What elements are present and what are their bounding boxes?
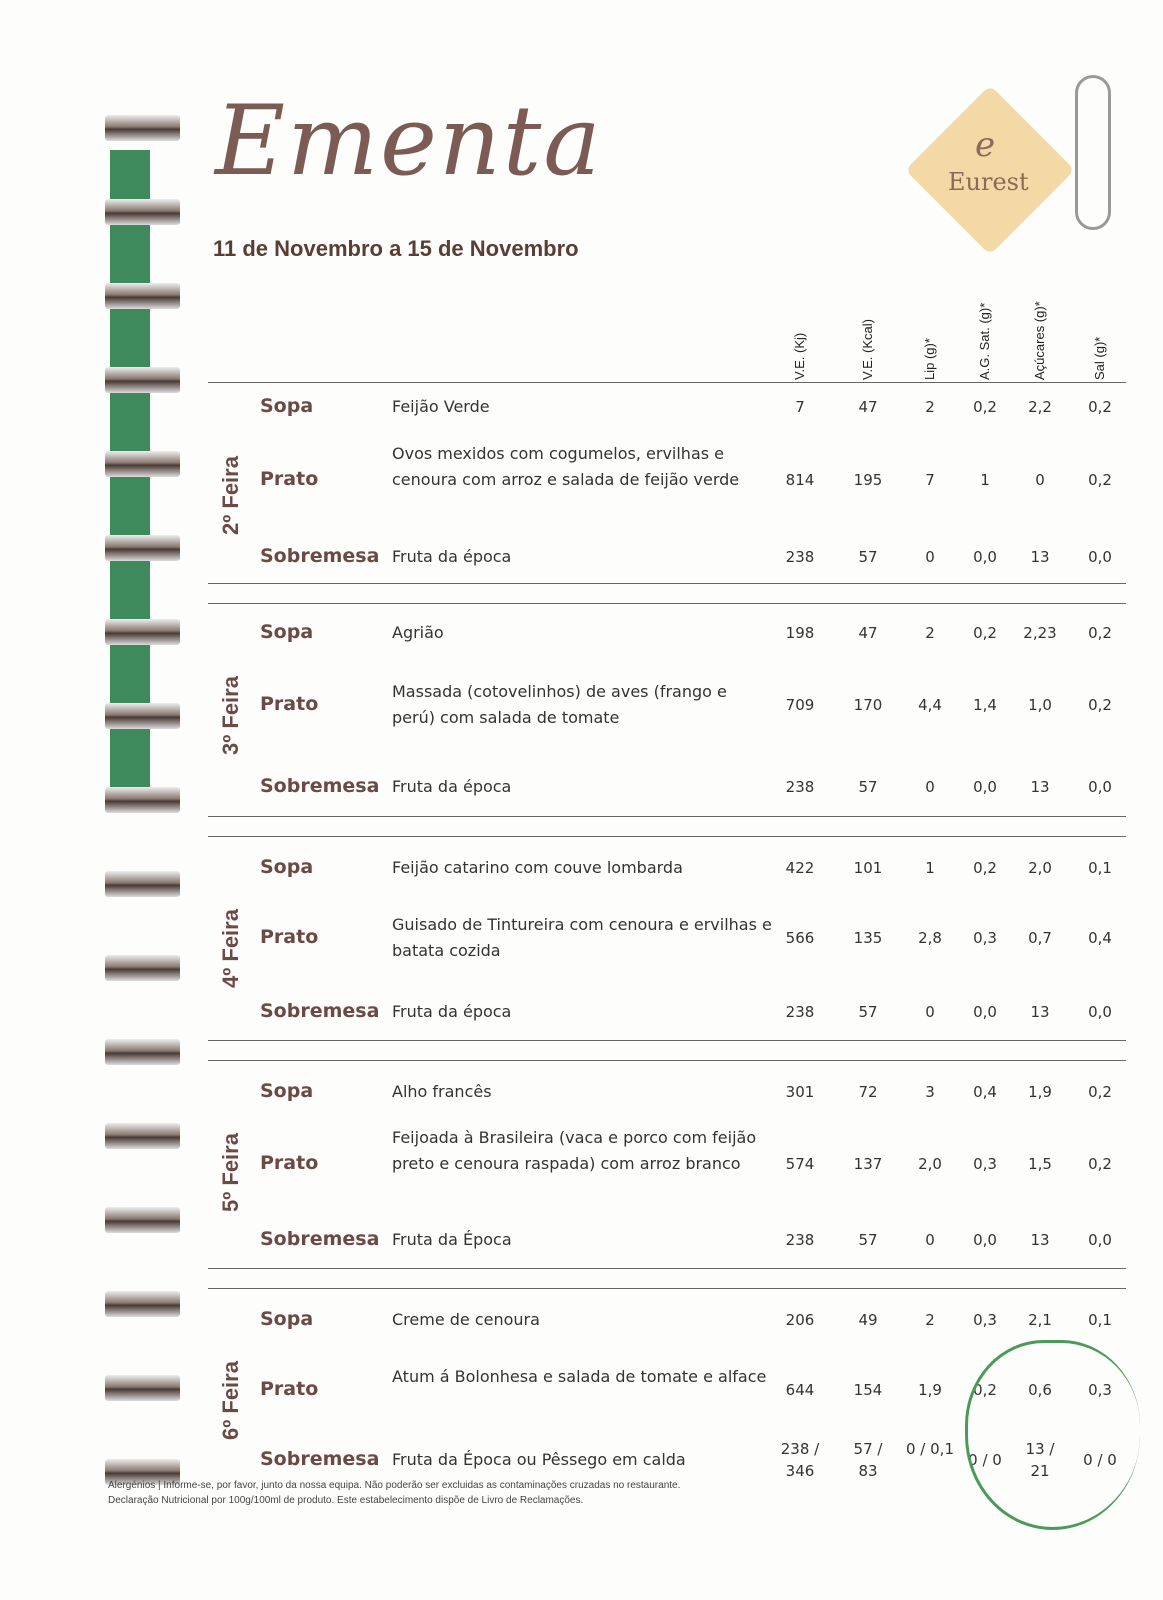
nutrition-value: 301 [785,1083,815,1101]
spiral-ring [105,871,180,897]
nutrition-value: 47 [858,398,878,416]
nutrition-value: 0,2 [1088,624,1112,642]
dish-name: Atum á Bolonhesa e salada de tomate e alface [392,1367,767,1386]
spiral-ring [105,787,180,813]
day-label: 4º Feira [218,909,243,988]
nutrition-value: 0,7 [1028,929,1052,947]
nutrition-value: 0,0 [973,778,997,796]
nutrition-value: 0 [925,1003,935,1021]
nutrition-value: 0,2 [1088,1155,1112,1173]
nutrition-value: 135 [853,929,883,947]
nutrition-value: 57 / 83 [853,1440,883,1480]
nutrition-value: 0,6 [1028,1381,1052,1399]
nutrition-value: 0 / 0,1 [906,1440,954,1458]
eurest-logo-text: Eurest [948,168,1029,196]
course-label: Prato [260,693,319,715]
day-divider [208,1288,1126,1289]
nutrition-value: 0,0 [973,1231,997,1249]
spiral-ring [105,1291,180,1317]
date-range: 11 de Novembro a 15 de Novembro [213,236,579,261]
dish-name: Fruta da época [392,1002,512,1021]
day-divider [208,603,1126,604]
day-label: 6º Feira [218,1361,243,1440]
course-label: Sopa [260,856,314,878]
nutrition-value: 0,4 [1088,929,1112,947]
day-divider [208,1060,1126,1061]
nutrition-value: 1,9 [1028,1083,1052,1101]
nutrition-value: 0,2 [1088,398,1112,416]
course-label: Sobremesa [260,545,380,567]
nutrition-value: 238 [785,1231,815,1249]
nutrition-value: 2,8 [918,929,942,947]
nutrition-value: 1,9 [918,1381,942,1399]
header-rule [208,382,1126,383]
nutrition-value: 0 [925,1231,935,1249]
nutrition-note: Declaração Nutricional por 100g/100ml de produto. Este estabelecimento dispõe de Livro de Reclamações. [108,1495,584,1506]
spiral-ring [105,1375,180,1401]
course-label: Sopa [260,1080,314,1102]
course-label: Sobremesa [260,1000,380,1022]
spiral-ring [105,1123,180,1149]
nutrition-value: 0,0 [1088,1231,1112,1249]
nutrition-value: 1 [925,859,935,877]
nutrition-value: 0,2 [973,859,997,877]
nutrition-value: 0 [925,548,935,566]
course-label: Sopa [260,1308,314,1330]
nutrition-value: 13 [1030,1231,1050,1249]
day-divider [208,583,1126,584]
nutrition-value: 0,2 [1088,696,1112,714]
nutrition-value: 0,3 [973,929,997,947]
nutrition-value: 72 [858,1083,878,1101]
nutrition-value: 0,1 [1088,859,1112,877]
nutrition-value: 137 [853,1155,883,1173]
nutrition-value: 1,4 [973,696,997,714]
nutrition-value: 47 [858,624,878,642]
nutrition-value: 13 [1030,778,1050,796]
nutrition-value: 238 [785,778,815,796]
nutrition-value: 0,2 [973,398,997,416]
dish-name: Feijão catarino com couve lombarda [392,858,683,877]
nutrition-value: 0,3 [973,1155,997,1173]
column-header: V.E. (Kj) [792,332,807,380]
spiral-ring [105,703,180,729]
dish-name: Feijoada à Brasileira (vaca e porco com feijão preto e cenoura raspada) com arroz branco [392,1128,757,1173]
nutrition-value: 566 [785,929,815,947]
day-label: 3º Feira [218,676,243,755]
nutrition-value: 13 [1030,548,1050,566]
spiral-ring [105,619,180,645]
apple-decoration [965,1340,1140,1530]
nutrition-value: 2,0 [918,1155,942,1173]
day-divider [208,1040,1126,1041]
nutrition-value: 57 [858,548,878,566]
nutrition-value: 0 [1035,471,1045,489]
nutrition-value: 2 [925,624,935,642]
spiral-ring [105,283,180,309]
nutrition-value: 7 [925,471,935,489]
nutrition-value: 0,2 [973,624,997,642]
nutrition-value: 2 [925,1311,935,1329]
dish-name: Fruta da Época ou Pêssego em calda [392,1450,686,1469]
course-label: Sobremesa [260,1228,380,1250]
nutrition-value: 4,4 [918,696,942,714]
nutrition-value: 170 [853,696,883,714]
nutrition-value: 422 [785,859,815,877]
course-label: Sopa [260,395,314,417]
nutrition-value: 0,4 [973,1083,997,1101]
dish-name: Massada (cotovelinhos) de aves (frango e perú) com salada de tomate [392,682,727,727]
nutrition-value: 198 [785,624,815,642]
nutrition-value: 0,2 [973,1381,997,1399]
nutrition-value: 2,23 [1023,624,1057,642]
nutrition-value: 0,1 [1088,1311,1112,1329]
nutrition-value: 0,0 [973,548,997,566]
nutrition-value: 644 [785,1381,815,1399]
spiral-ring [105,199,180,225]
page-title: Ementa [215,85,603,197]
dish-name: Fruta da época [392,547,512,566]
nutrition-value: 0,3 [1088,1381,1112,1399]
spiral-ring [105,955,180,981]
nutrition-value: 238 [785,548,815,566]
paperclip [1075,75,1111,230]
nutrition-value: 2,2 [1028,398,1052,416]
course-label: Prato [260,1152,319,1174]
course-label: Prato [260,468,319,490]
course-label: Prato [260,1378,319,1400]
nutrition-value: 238 [785,1003,815,1021]
nutrition-value: 57 [858,778,878,796]
nutrition-value: 2,1 [1028,1311,1052,1329]
dish-name: Alho francês [392,1082,492,1101]
nutrition-value: 13 / 21 [1025,1440,1055,1480]
nutrition-value: 1,0 [1028,696,1052,714]
nutrition-value: 1 [980,471,990,489]
dish-name: Ovos mexidos com cogumelos, ervilhas e cenoura com arroz e salada de feijão verde [392,444,740,489]
nutrition-value: 0,0 [1088,778,1112,796]
dish-name: Creme de cenoura [392,1310,540,1329]
spiral-ring [105,535,180,561]
day-label: 2º Feira [218,456,243,535]
nutrition-value: 1,5 [1028,1155,1052,1173]
nutrition-value: 238 / 346 [780,1440,820,1480]
day-divider [208,836,1126,837]
nutrition-value: 154 [853,1381,883,1399]
nutrition-value: 0,0 [1088,548,1112,566]
course-label: Prato [260,926,319,948]
nutrition-value: 195 [853,471,883,489]
column-header: Açúcares (g)* [1032,301,1047,380]
dish-name: Feijão Verde [392,397,490,416]
dish-name: Agrião [392,623,444,642]
day-label: 5º Feira [218,1133,243,1212]
spiral-ring [105,115,180,141]
nutrition-value: 3 [925,1083,935,1101]
nutrition-value: 0 / 0 [1083,1451,1117,1469]
nutrition-value: 0,3 [973,1311,997,1329]
column-header: V.E. (Kcal) [860,319,875,380]
nutrition-value: 49 [858,1311,878,1329]
dish-name: Fruta da época [392,777,512,796]
nutrition-value: 0 [925,778,935,796]
nutrition-value: 13 [1030,1003,1050,1021]
nutrition-value: 2,0 [1028,859,1052,877]
dish-name: Guisado de Tintureira com cenoura e ervilhas e batata cozida [392,915,772,960]
column-header: A.G. Sat. (g)* [977,302,992,380]
nutrition-value: 57 [858,1231,878,1249]
column-header: Sal (g)* [1092,336,1107,380]
nutrition-value: 0,0 [1088,1003,1112,1021]
spiral-ring [105,367,180,393]
nutrition-value: 7 [795,398,805,416]
spiral-ring [105,451,180,477]
column-header: Lip (g)* [922,338,937,380]
dish-name: Fruta da Época [392,1230,512,1249]
nutrition-value: 0,0 [973,1003,997,1021]
nutrition-value: 57 [858,1003,878,1021]
day-divider [208,1268,1126,1269]
allergen-note: Alergénios | Informe-se, por favor, junto da nossa equipa. Não poderão ser excluidas as contaminações cruzadas no restaurante. [108,1480,681,1491]
course-label: Sobremesa [260,1448,380,1470]
eurest-logo-mark: e [975,125,996,165]
nutrition-value: 2 [925,398,935,416]
day-divider [208,816,1126,817]
nutrition-value: 574 [785,1155,815,1173]
spiral-ring [105,1039,180,1065]
nutrition-value: 0 / 0 [968,1451,1002,1469]
spiral-ring [105,1207,180,1233]
course-label: Sobremesa [260,775,380,797]
nutrition-value: 0,2 [1088,471,1112,489]
nutrition-value: 206 [785,1311,815,1329]
nutrition-value: 101 [853,859,883,877]
nutrition-value: 814 [785,471,815,489]
nutrition-value: 709 [785,696,815,714]
nutrition-value: 0,2 [1088,1083,1112,1101]
course-label: Sopa [260,621,314,643]
